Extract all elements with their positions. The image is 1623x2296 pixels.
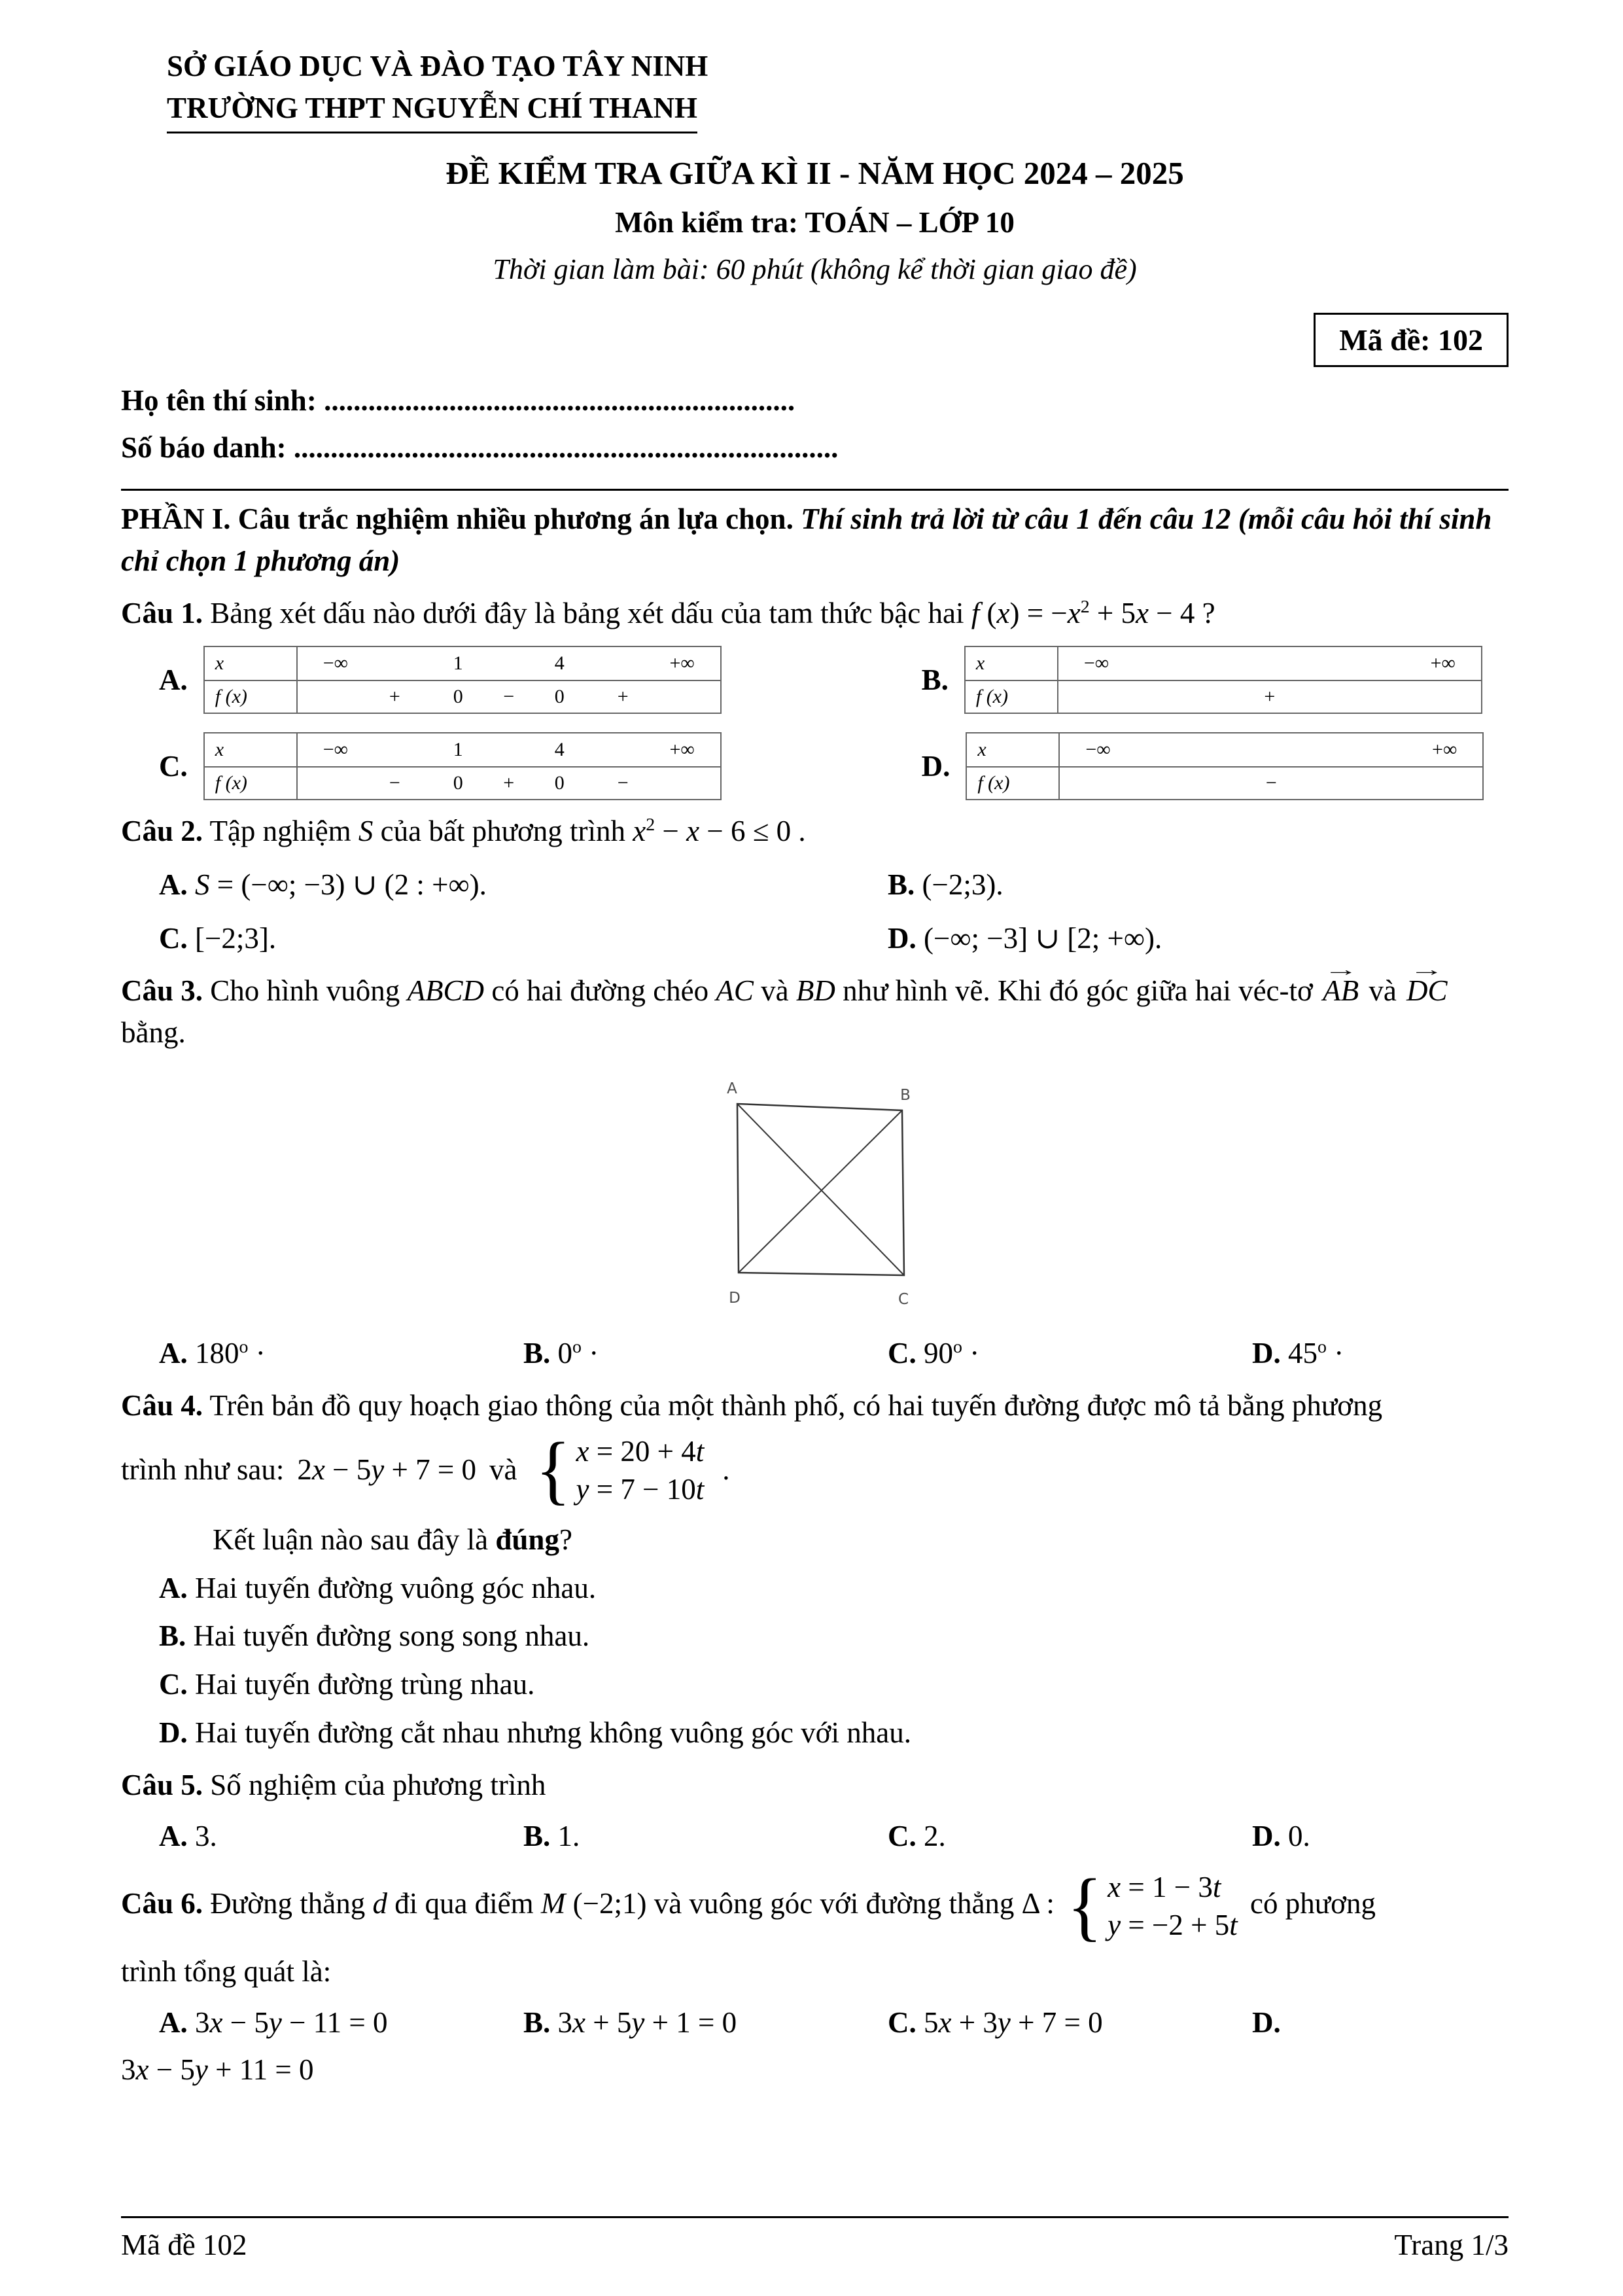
fx-label: f (x) <box>205 681 298 713</box>
q5-option-d <box>1252 1816 1509 1858</box>
part1-heading-bold: PHẦN I. Câu trắc nghiệm nhiều phương án lựa chọn. <box>121 502 794 535</box>
vector-AB <box>1323 970 1359 1012</box>
student-name-line <box>121 380 1509 422</box>
q2-option-b <box>888 864 1509 906</box>
option-letter: D. <box>1252 2005 1281 2039</box>
vector-DC-letters: DC <box>1406 974 1448 1008</box>
q4-lead: Kết luận nào sau đây là <box>213 1523 489 1556</box>
option-letter: A. <box>159 1571 188 1604</box>
option-letter: D. <box>888 922 916 955</box>
option-letter-b: B. <box>921 663 949 696</box>
question-1-text: Bảng xét dấu nào dưới đây là bảng xét dấu của tam thức bậc hai <box>210 596 964 629</box>
q4-options <box>159 1561 1509 1755</box>
option-letter: A. <box>159 2005 188 2039</box>
exam-subject: Môn kiểm tra: TOÁN – LỚP 10 <box>615 206 1015 239</box>
q4-conclusion-line <box>213 1519 1509 1561</box>
question-3-end: bằng. <box>121 1016 186 1050</box>
x-label: x <box>967 733 1060 766</box>
x-label: x <box>205 733 298 766</box>
q4-option-b <box>159 1616 1509 1657</box>
q4-option-a <box>159 1568 1509 1610</box>
q5-option-c <box>888 1816 1252 1858</box>
option-text: Hai tuyến đường vuông góc nhau. <box>195 1571 597 1604</box>
q1-option-a <box>159 646 922 714</box>
q2-options <box>159 864 1509 960</box>
option-text: 2. <box>924 1819 946 1852</box>
question-2 <box>121 811 1509 853</box>
option-letter: C. <box>888 2005 916 2039</box>
option-letter: A. <box>159 868 188 902</box>
option-text: 1. <box>557 1819 580 1852</box>
table-cell: + <box>1264 686 1276 708</box>
question-3-text: Cho hình vuông ABCD có hai đường chéo AC và BD như hình vẽ. Khi đó góc giữa hai véc-tơ <box>210 974 1313 1008</box>
question-5 <box>121 1765 1509 1807</box>
vector-AB-letters: AB <box>1323 974 1359 1008</box>
square-diagram <box>707 1066 923 1309</box>
question-6 <box>121 1868 1509 1945</box>
table-cell: − <box>503 686 515 708</box>
question-2-text: Tập nghiệm S của bất phương trình $x^2 - x - 6 \le 0$ . <box>209 815 806 848</box>
table-cell: + <box>617 686 629 708</box>
option-letter: D. <box>1252 1819 1281 1852</box>
option-letter: D. <box>1252 1336 1281 1369</box>
option-letter-d: D. <box>921 749 951 783</box>
table-cell: +∞ <box>669 739 695 761</box>
table-cell: −∞ <box>323 652 349 675</box>
student-id-dots: .......................................................................... <box>293 431 839 464</box>
q4-option-c <box>159 1664 1509 1706</box>
footer-exam-code: Mã đề 102 <box>121 2229 247 2262</box>
question-4-line1: Trên bản đồ quy hoạch giao thông của một thành phố, có hai tuyến đường được mô tả bằng phương <box>209 1388 1383 1422</box>
section-divider <box>121 489 1509 491</box>
q4-connector: và <box>489 1453 517 1487</box>
question-4 <box>121 1385 1509 1427</box>
table-cell: 4 <box>554 652 565 675</box>
option-letter: C. <box>888 1336 916 1369</box>
q5-option-a <box>159 1816 523 1858</box>
option-text: $180^o$ · <box>195 1336 266 1369</box>
question-1-formula: f $(x) = -x^2 + 5x - 4$ <box>971 596 1195 629</box>
table-cell: − <box>389 772 400 794</box>
q1-sign-table-b <box>964 646 1482 714</box>
option-text: 3x − 5y − 11 = 0 <box>195 2005 388 2039</box>
option-text: Hai tuyến đường trùng nhau. <box>195 1668 535 1701</box>
option-text: 0. <box>1288 1819 1310 1852</box>
q2-option-d <box>888 918 1509 960</box>
question-6-label: Câu 6. <box>121 1886 203 1920</box>
q5-option-b <box>523 1816 888 1858</box>
question-3-label: Câu 3. <box>121 974 203 1008</box>
option-letter: D. <box>159 1716 188 1750</box>
question-3-mid: và <box>1369 974 1397 1008</box>
question-3 <box>121 970 1509 1054</box>
page-footer <box>121 2216 1509 2267</box>
x-label: x <box>966 647 1058 680</box>
q1-option-c <box>159 732 922 800</box>
q4-period: . <box>722 1453 730 1487</box>
option-letter-c: C. <box>159 749 188 783</box>
option-letter: B. <box>523 2005 551 2039</box>
q6-options <box>159 2002 1509 2044</box>
exam-duration: Thời gian làm bài: 60 phút (không kể thời gian giao đề) <box>493 253 1137 286</box>
header-left <box>167 46 1509 133</box>
q4-line-equation: 2x − 5y + 7 = 0 <box>297 1453 476 1487</box>
figure-label-B: B <box>899 1086 911 1104</box>
q3-options <box>159 1333 1509 1375</box>
figure-label-A: A <box>726 1080 737 1097</box>
q6-option-a <box>159 2002 523 2044</box>
option-letter: B. <box>523 1336 551 1369</box>
option-letter: C. <box>888 1819 916 1852</box>
question-4-label: Câu 4. <box>121 1388 203 1422</box>
option-text: 5x + 3y + 7 = 0 <box>924 2005 1103 2039</box>
option-letter: A. <box>159 1819 188 1852</box>
exam-code-row <box>121 313 1509 367</box>
question-5-text: Số nghiệm của phương trình <box>210 1769 546 1802</box>
q2-option-c <box>159 918 888 960</box>
question-1-suffix: ? <box>1202 596 1215 629</box>
q1-option-b <box>922 646 1509 714</box>
q6-option-d <box>1252 2002 1509 2044</box>
table-cell: 1 <box>453 739 463 761</box>
q6-system-line1: { x = 1 − 3t <box>1108 1870 1221 1903</box>
option-text: 3. <box>195 1819 217 1852</box>
part1-heading-italic: Thí sinh trả lời từ câu 1 đến câu 12 (mỗi câu hỏi thí sinh chỉ chọn 1 phương án) <box>121 502 1492 577</box>
table-cell: −∞ <box>323 739 349 761</box>
question-6-text2: có phương <box>1250 1886 1376 1920</box>
figure-label-C: C <box>898 1290 909 1308</box>
q1-sign-table-a <box>203 646 722 714</box>
table-cell: 0 <box>453 772 463 794</box>
option-text: S = (−∞; −3) ∪ (2 : +∞). <box>195 868 487 902</box>
q3-figure-wrap <box>121 1066 1509 1321</box>
question-4-line2 <box>121 1432 1509 1509</box>
question-4-line2-text: trình như sau: <box>121 1453 285 1487</box>
table-cell: 0 <box>453 686 463 708</box>
table-cell: 0 <box>554 686 565 708</box>
fx-label: f (x) <box>966 681 1058 713</box>
option-text: 3x + 5y + 1 = 0 <box>557 2005 737 2039</box>
option-text: (−2;3). <box>922 868 1003 902</box>
fx-label: f (x) <box>967 768 1060 799</box>
question-5-label: Câu 5. <box>121 1769 203 1802</box>
student-id-line <box>121 427 1509 469</box>
option-letter: B. <box>888 868 915 902</box>
q3-option-a <box>159 1333 523 1375</box>
header-center <box>121 150 1509 291</box>
school-name: TRƯỜNG THPT NGUYỄN CHÍ THANH <box>167 88 697 133</box>
q5-options <box>159 1816 1509 1858</box>
option-text: [−2;3]. <box>195 922 277 955</box>
vector-DC <box>1406 970 1448 1012</box>
option-letter: A. <box>159 1336 188 1369</box>
question-1-label: Câu 1. <box>121 596 203 629</box>
department-name: SỞ GIÁO DỤC VÀ ĐÀO TẠO TÂY NINH <box>167 50 708 82</box>
option-text: (−∞; −3] ∪ [2; +∞). <box>924 922 1162 955</box>
exam-title: ĐỀ KIỂM TRA GIỮA KÌ II - NĂM HỌC 2024 – 2025 <box>445 154 1184 191</box>
part1-heading <box>121 499 1509 582</box>
table-cell: − <box>617 772 629 794</box>
question-1 <box>121 593 1509 635</box>
sign-table-fx-row <box>205 680 720 713</box>
question-6-text1: Đường thẳng d đi qua điểm M (−2;1) và vuông góc với đường thẳng Δ : <box>210 1886 1055 1920</box>
q1-options <box>121 646 1509 800</box>
option-letter-a: A. <box>159 663 188 696</box>
option-text: $90^o$ · <box>924 1336 980 1369</box>
q4-system-line2: y = 7 − 10t <box>576 1473 705 1506</box>
q4-lead-bold: đúng <box>495 1523 559 1556</box>
option-text: $0^o$ · <box>557 1336 599 1369</box>
q1-option-d <box>922 732 1509 800</box>
option-text: Hai tuyến đường cắt nhau nhưng không vuông góc với nhau. <box>195 1716 911 1750</box>
q4-parametric-system <box>535 1432 704 1509</box>
table-cell: 1 <box>453 652 463 675</box>
table-cell: +∞ <box>669 652 695 675</box>
q3-option-d <box>1252 1333 1509 1375</box>
option-letter: C. <box>159 1668 188 1701</box>
square-diagonals <box>737 1104 904 1275</box>
student-name-dots: ................................................................ <box>324 384 795 417</box>
option-text: $45^o$ · <box>1288 1336 1344 1369</box>
q6-option-d-value: 3x − 5y + 11 = 0 <box>121 2053 314 2086</box>
q3-option-b <box>523 1333 888 1375</box>
table-cell: +∞ <box>1432 739 1457 761</box>
table-cell: −∞ <box>1085 739 1111 761</box>
option-letter: B. <box>159 1619 186 1653</box>
option-text: Hai tuyến đường song song nhau. <box>193 1619 590 1653</box>
table-cell: + <box>503 772 515 794</box>
q6-parametric-system <box>1067 1868 1238 1945</box>
option-letter: B. <box>523 1819 551 1852</box>
table-cell: +∞ <box>1430 652 1456 675</box>
table-cell: −∞ <box>1083 652 1109 675</box>
option-letter: C. <box>159 922 188 955</box>
q6-option-c <box>888 2002 1252 2044</box>
q4-option-d <box>159 1712 1509 1754</box>
student-name-label: Họ tên thí sinh: <box>121 384 317 417</box>
sign-table-x-row <box>205 647 720 680</box>
table-cell: 4 <box>554 739 565 761</box>
q4-lead-end: ? <box>559 1523 572 1556</box>
footer-page-number: Trang 1/3 <box>1394 2229 1509 2262</box>
q6-option-b <box>523 2002 888 2044</box>
x-label: x <box>205 647 298 680</box>
table-cell: − <box>1265 772 1277 794</box>
q4-system-line1: { x = 20 + 4t <box>576 1434 705 1468</box>
exam-code-box: Mã đề: 102 <box>1314 313 1509 367</box>
student-id-label: Số báo danh: <box>121 431 287 464</box>
q6-system-line2: y = −2 + 5t <box>1108 1909 1238 1942</box>
q2-option-a <box>159 864 888 906</box>
question-6-cont: trình tổng quát là: <box>121 1954 332 1988</box>
q3-option-c <box>888 1333 1252 1375</box>
q1-sign-table-c <box>203 732 722 800</box>
fx-label: f (x) <box>205 768 298 799</box>
figure-label-D: D <box>728 1289 741 1307</box>
question-2-label: Câu 2. <box>121 815 203 848</box>
table-cell: 0 <box>554 772 565 794</box>
table-cell: + <box>389 686 400 708</box>
q1-sign-table-d <box>966 732 1484 800</box>
